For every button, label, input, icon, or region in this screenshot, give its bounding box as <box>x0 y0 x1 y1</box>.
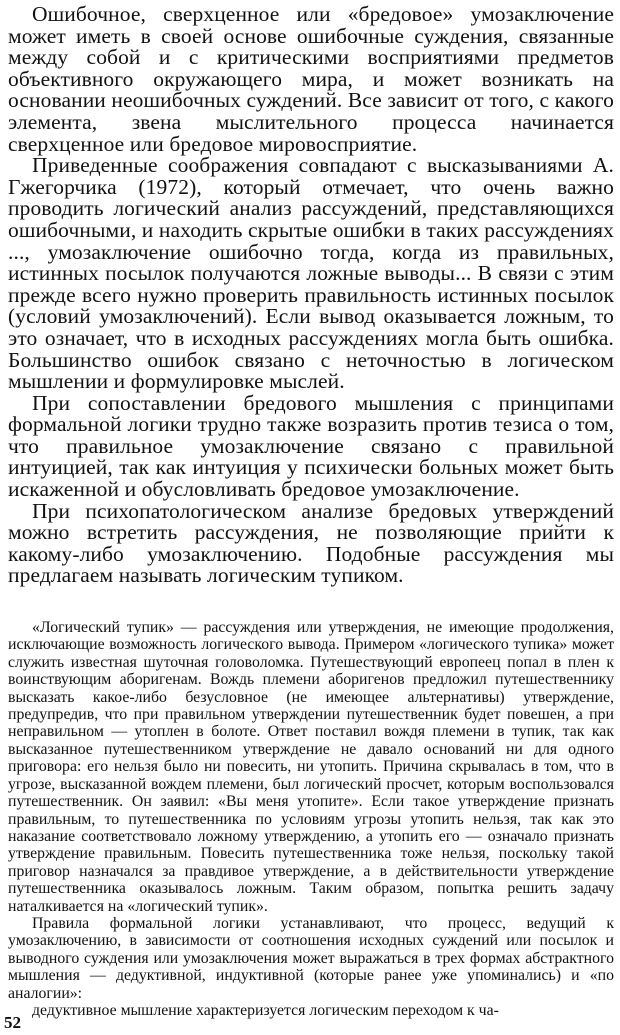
small-print-text <box>8 619 614 1019</box>
small-paragraph-3: дедуктивное мышление характеризуется логическим переходом к ча- <box>32 1001 499 1019</box>
paragraph-1: Ошибочное, сверхценное или «бредовое» умозаключение может иметь в своей основе ошибочные суждения, связанные между собой и с критическими восприятиями предметов объективного окружающего мира, и может возникать на основании неошибочных суждений. Все зависит от того, с какого элемента, звена мыслительного процесса начинается сверхценное или бредовое мировосприятие. <box>8 2 614 156</box>
main-text <box>8 4 614 587</box>
paragraph-4: При психопатологическом анализе бредовых утверждений можно встретить рассуждения, не позволяющие прийти к какому-либо умозаключению. Подобные рассуждения мы предлагаем называть логическим тупиком. <box>8 498 614 588</box>
page-number: 52 <box>4 1013 21 1032</box>
paragraph-2: Приведенные соображения совпадают с высказываниями А. Гжегорчика (1972), который отмечает, что очень важно проводить логический анализ рассуждений, представляющихся ошибочными, и находить скрытые ошибки в таких рассуждениях ..., умозаключение ошибочно тогда, когда из правильных, истинных посылок получаются ложные выводы... В связи с этим прежде всего нужно проверить правильность истинных посылок (условий умозаключений). Если вывод оказывается ложным, то это означает, что в исходных рассуждениях могла быть ошибка. Большинство ошибок связано с неточностью в логическом мышлении и формулировке мыслей. <box>8 153 614 394</box>
paragraph-3: При сопоставлении бредового мышления с принципами формальной логики трудно также возразить против тезиса о том, что правильное умозаключение связано с правильной интуицией, так как интуиция у психически больных может быть искаженной и обусловливать бредовое умозаключение. <box>8 390 614 502</box>
section-gap <box>8 587 614 619</box>
small-paragraph-1: «Логический тупик» — рассуждения или утверждения, не имеющие продолжения, исключающие возможность логического вывода. Примером «логического тупика» может служить известная шуточная головоломка. Путешествующий европеец попал в плен к воинствующим аборигенам. Вождь племени аборигенов предложил путешественнику высказать какое-либо безусловное (не имеющее альтернативы) утверждение, предупредив, что при правильном утверждении путешественник будет повешен, а при неправильном — утоплен в болоте. Ответ поставил вождя племени в тупик, так как высказанное путешественником утверждение не давало оснований ни для одного приговора: его нельзя было ни повесить, ни утопить. Причина скрывалась в том, что в угрозе, высказанной вождем племени, был логический просчет, которым воспользовался путешественник. Он заявил: «Вы меня утопите». Если такое утверждение признать правильным, то путешественника по условиям угрозы утопить нельзя, так как это наказание соответствовало ложному утверждению, а утопить его — означало признать утверждение правильным. Повесить путешественника тоже нельзя, поскольку такой приговор назначался за правдивое утверждение, а в действительности утверждение путешественника оказывалось ложным. Таким образом, попытка решить задачу наталкивается на «логический тупик». <box>8 619 614 915</box>
small-paragraph-2: Правила формальной логики устанавливают, что процесс, ведущий к умозаключению, в зависимости от соотношения исходных суждений или посылок и выводного суждения или умозаключения может выражаться в трех формах абстрактного мышления — дедуктивной, индуктивной (которые ранее уже упоминались) и «по аналогии»: <box>8 914 614 1002</box>
